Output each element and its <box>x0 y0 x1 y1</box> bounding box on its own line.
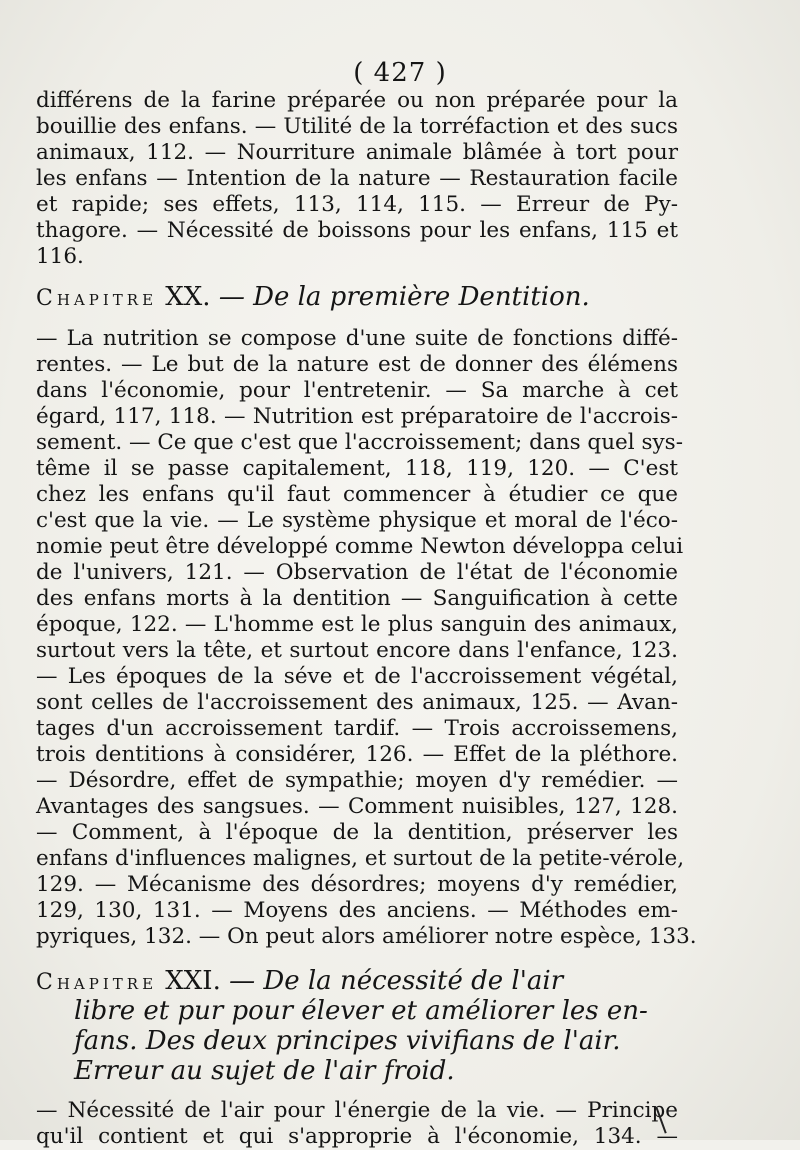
text-line: de l'univers, 121. — Observation de l'état de l'économie <box>36 560 678 585</box>
text-line: époque, 122. — L'homme est le plus sanguin des animaux, <box>36 612 678 637</box>
text-line: — Nécessité de l'air pour l'énergie de la vie. — Principe <box>36 1098 678 1123</box>
text-line: et rapide; ses effets, 113, 114, 115. — Erreur de Py- <box>36 192 678 217</box>
text-line: dans l'économie, pour l'entretenir. — Sa marche à cet <box>36 378 678 403</box>
chapter-label: Chapitre <box>36 970 158 995</box>
text-line: tages d'un accroissement tardif. — Trois accroissemens, <box>36 716 678 741</box>
page-number: ( 427 ) <box>353 58 447 88</box>
text-line: qu'il contient et qui s'approprie à l'économie, 134. — <box>36 1124 678 1149</box>
section-intro <box>36 88 678 270</box>
text-line: rentes. — Le but de la nature est de donner des élémens <box>36 352 678 377</box>
text-line: les enfans — Intention de la nature — Restauration facile <box>36 166 678 191</box>
text-line: 116. <box>36 244 84 269</box>
chapter-number: XX. <box>165 282 211 312</box>
chapter-title-line: libre et pur pour élever et améliorer les en- <box>74 996 648 1026</box>
chapter-21 <box>36 966 678 1150</box>
chapter-20 <box>36 282 697 950</box>
text-line: bouillie des enfans. — Utilité de la torréfaction et des sucs <box>36 114 678 139</box>
text-line: surtout vers la tête, et surtout encore dans l'enfance, 123. <box>36 638 678 663</box>
text-line: thagore. — Nécessité de boissons pour les enfans, 115 et <box>36 218 678 243</box>
chapter-heading <box>36 966 678 996</box>
chapter-label: Chapitre <box>36 286 158 311</box>
text-line: des enfans morts à la dentition — Sanguification à cette <box>36 586 678 611</box>
text-line: enfans d'influences malignes, et surtout de la petite-vérole, <box>36 846 685 871</box>
text-line: différens de la farine préparée ou non préparée pour la <box>36 88 678 113</box>
chapter-title: — De la nécessité de l'air <box>229 966 564 996</box>
text-line: — Comment, à l'époque de la dentition, préserver les <box>36 820 678 845</box>
text-line: tême il se passe capitalement, 118, 119, 120. — C'est <box>36 456 678 481</box>
text-line: c'est que la vie. — Le système physique et moral de l'éco- <box>36 508 678 533</box>
chapter-title-line: fans. Des deux principes vivifians de l'air. <box>74 1026 621 1056</box>
text-line: nomie peut être développé comme Newton développa celui <box>36 534 684 559</box>
text-line: égard, 117, 118. — Nutrition est préparatoire de l'accrois- <box>36 404 678 429</box>
text-line: trois dentitions à considérer, 126. — Effet de la pléthore. <box>36 742 678 767</box>
text-line: animaux, 112. — Nourriture animale blâmée à tort pour <box>36 140 678 165</box>
text-line: chez les enfans qu'il faut commencer à étudier ce que <box>36 482 678 507</box>
chapter-title-continued <box>36 1026 678 1056</box>
chapter-title-continued <box>36 996 678 1026</box>
chapter-number: XXI. <box>165 966 221 996</box>
chapter-title-continued <box>36 1056 678 1086</box>
chapter-heading <box>36 282 678 314</box>
chapter-title: — De la première Dentition. <box>218 282 590 312</box>
text-line: — Désordre, effet de sympathie; moyen d'y remédier. — <box>36 768 678 793</box>
text-line: sement. — Ce que c'est que l'accroissement; dans quel sys- <box>36 430 683 455</box>
text-line: — La nutrition se compose d'une suite de fonctions diffé- <box>36 326 678 351</box>
text-line: pyriques, 132. — On peut alors améliorer notre espèce, 133. <box>36 924 697 949</box>
text-line: — Les époques de la séve et de l'accroissement végétal, <box>36 664 678 689</box>
text-line: 129. — Mécanisme des désordres; moyens d'y remédier, <box>36 872 678 897</box>
text-line: 129, 130, 131. — Moyens des anciens. — Méthodes em- <box>36 898 678 923</box>
text-line: Avantages des sangsues. — Comment nuisibles, 127, 128. <box>36 794 678 819</box>
chapter-title-line: Erreur au sujet de l'air froid. <box>74 1056 455 1086</box>
text-line: sont celles de l'accroissement des animaux, 125. — Avan- <box>36 690 678 715</box>
page-content <box>36 88 697 1150</box>
